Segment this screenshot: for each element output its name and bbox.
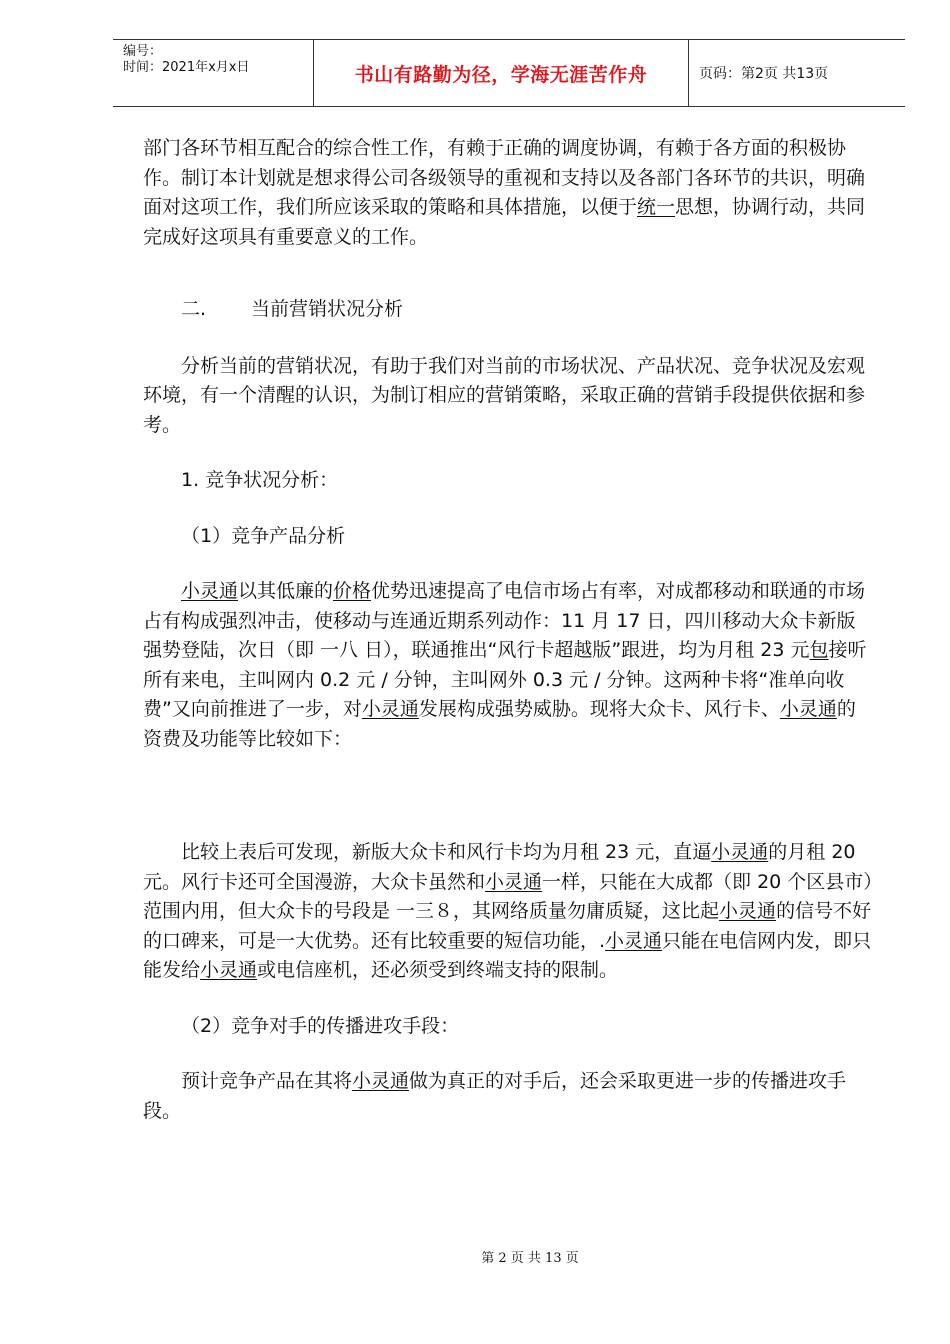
doc-number-label: 编号： (123, 44, 163, 59)
paragraph-intro-continued: 部门各环节相互配合的综合性工作，有赖于正确的调度协调，有赖于各方面的积极协作。制订本计划就是想求得公司各级领导的重视和支持以及各部门各环节的共识，明确面对这项工作，我们所应该采取的策略和具体措施，以便于统一思想，协调行动，共同完成好这项具有重要意义的工作。 (143, 137, 866, 248)
header-motto-cell (314, 40, 689, 107)
underlined-term: 统一 (637, 196, 676, 218)
doc-time-label: 时间：2021年x月x日 (123, 60, 250, 75)
subheading-competition: 1. 竞争状况分析： (181, 469, 339, 491)
subheading-competing-products: （1）竞争产品分析 (181, 524, 346, 547)
subheading-competitor-tactics: （2）竞争对手的传播进攻手段： (181, 1014, 460, 1037)
section-number: 二. (181, 298, 207, 320)
header-page-label: 页码：第2页 共13页 (699, 66, 829, 82)
header-meta-cell (113, 40, 314, 107)
paragraph-products: 小灵通以其低廉的价格优势迅速提高了电信市场占有率，对成都移动和联通的市场占有构成强烈冲击，使移动与连通近期系列动作：11 月 17 日，四川移动大众卡新版强势登陆，次日（即 一八 日），联通推出“风行卡超越版”跟进，均为月租 23 元包接听所有来电，主叫网内 0.2 元 / 分钟，主叫网外 0.3 元 / 分钟。这两种卡将“准单向收费”又向前推进了一步，对小灵通发展构成强势威胁。现将大众卡、风行卡、小灵通的资费及功能等比较如下： (143, 580, 867, 750)
paragraph-comparison: 比较上表后可发现，新版大众卡和风行卡均为月租 23 元，直逼小灵通的月租 20 元。风行卡还可全国漫游，大众卡虽然和小灵通一样，只能在大成都（即 20 个区县市）范围内用，但大众卡的号段是 一三８，其网络质量勿庸质疑，这比起小灵通的信号不好的口碑来，可是一大优势。还有比较重要的短信功能，.小灵通只能在电信网内发，即只能发给小灵通或电信座机，还必须受到终端支持的限制。 (143, 841, 873, 981)
page-footer: 第 2 页 共 13 页 (481, 1251, 579, 1266)
document-body (143, 134, 873, 1126)
section-title: 当前营销状况分析 (251, 298, 404, 320)
paragraph-tactics: 预计竞争产品在其将小灵通做为真正的对手后，还会采取更进一步的传播进攻手段。 (143, 1070, 847, 1122)
header-table (113, 39, 905, 107)
header-motto: 书山有路勤为径，学海无涯苦作舟 (354, 63, 648, 86)
section-heading (143, 295, 873, 325)
header-page-cell (689, 40, 906, 107)
paragraph-analysis: 分析当前的营销状况，有助于我们对当前的市场状况、产品状况、竞争状况及宏观环境，有一个清醒的认识，为制订相应的营销策略，采取正确的营销手段提供依据和参考。 (143, 354, 866, 436)
